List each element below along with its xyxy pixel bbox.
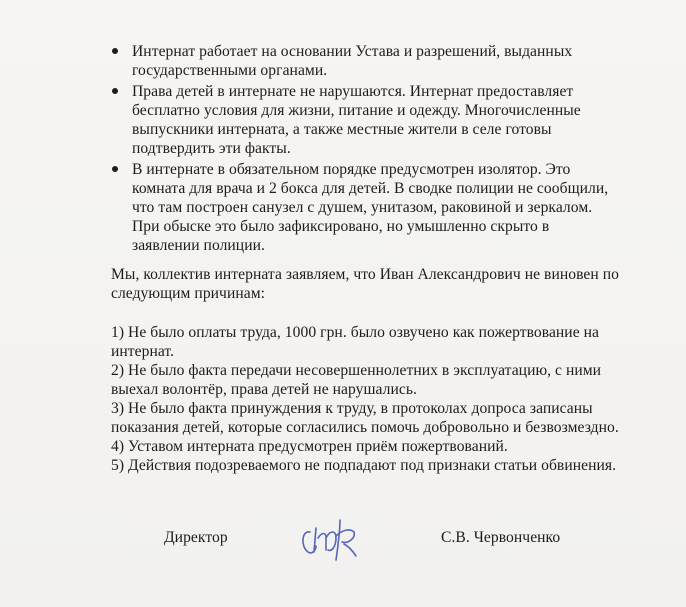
bullet-line: подтвердить эти факты. [132, 140, 291, 157]
bullet-line: комната для врача и 2 бокса для детей. В сводке полиции не сообщили, [132, 180, 609, 197]
bullet-line: Интернат работает на основании Устава и разрешений, выданных [132, 43, 573, 60]
bullet-item [112, 42, 632, 80]
bullet-line: что там построен санузел с душем, унитазом, раковиной и зеркалом. [132, 199, 593, 216]
signatory-name: С.В. Червонченко [441, 529, 561, 546]
reason-line: показания детей, которые согласились помочь добровольно и безвозмездно. [111, 419, 619, 436]
bullet-line: выпускники интерната, а также местные жители в селе готовы [132, 121, 552, 138]
reason-line: 1) Не было оплаты труда, 1000 грн. было озвучено как пожертвование на [111, 324, 599, 341]
bullet-line: заявлении полиции. [132, 237, 265, 254]
intro-paragraph [111, 265, 651, 303]
reasons-list [111, 323, 651, 475]
reason-line: 4) Уставом интерната предусмотрен приём пожертвований. [111, 438, 508, 455]
bullet-line: В интернате в обязательном порядке предусмотрен изолятор. Это [132, 161, 571, 178]
bullet-item [112, 160, 632, 255]
reason-line: интернат. [111, 343, 175, 360]
bullet-line: бесплатно условия для жизни, питание и одежду. Многочисленные [132, 102, 581, 119]
reason-line: 3) Не было факта принуждения к труду, в протоколах допроса записаны [111, 400, 593, 417]
reason-line: 2) Не было факта передачи несовершеннолетних в эксплуатацию, с ними [111, 362, 602, 379]
bullet-icon [112, 166, 118, 172]
reason-line: выехал волонтёр, права детей не нарушались. [111, 381, 417, 398]
signatory-title: Директор [164, 529, 228, 546]
paragraph-line: Мы, коллектив интерната заявляем, что Иван Александрович не виновен по [111, 266, 619, 283]
bullet-list [112, 42, 632, 257]
bullet-item [112, 82, 632, 158]
handwritten-signature [298, 516, 362, 562]
bullet-line: Права детей в интернате не нарушаются. Интернат предоставляет [132, 83, 574, 100]
reason-line: 5) Действия подозреваемого не подпадают под признаки статьи обвинения. [111, 457, 617, 474]
bullet-icon [112, 48, 118, 54]
paragraph-line: следующим причинам: [111, 285, 266, 302]
bullet-line: При обыске это было зафиксировано, но умышленно скрыто в [132, 218, 550, 235]
signature-block [0, 508, 686, 568]
bullet-icon [112, 88, 118, 94]
bullet-line: государственными органами. [132, 62, 328, 79]
